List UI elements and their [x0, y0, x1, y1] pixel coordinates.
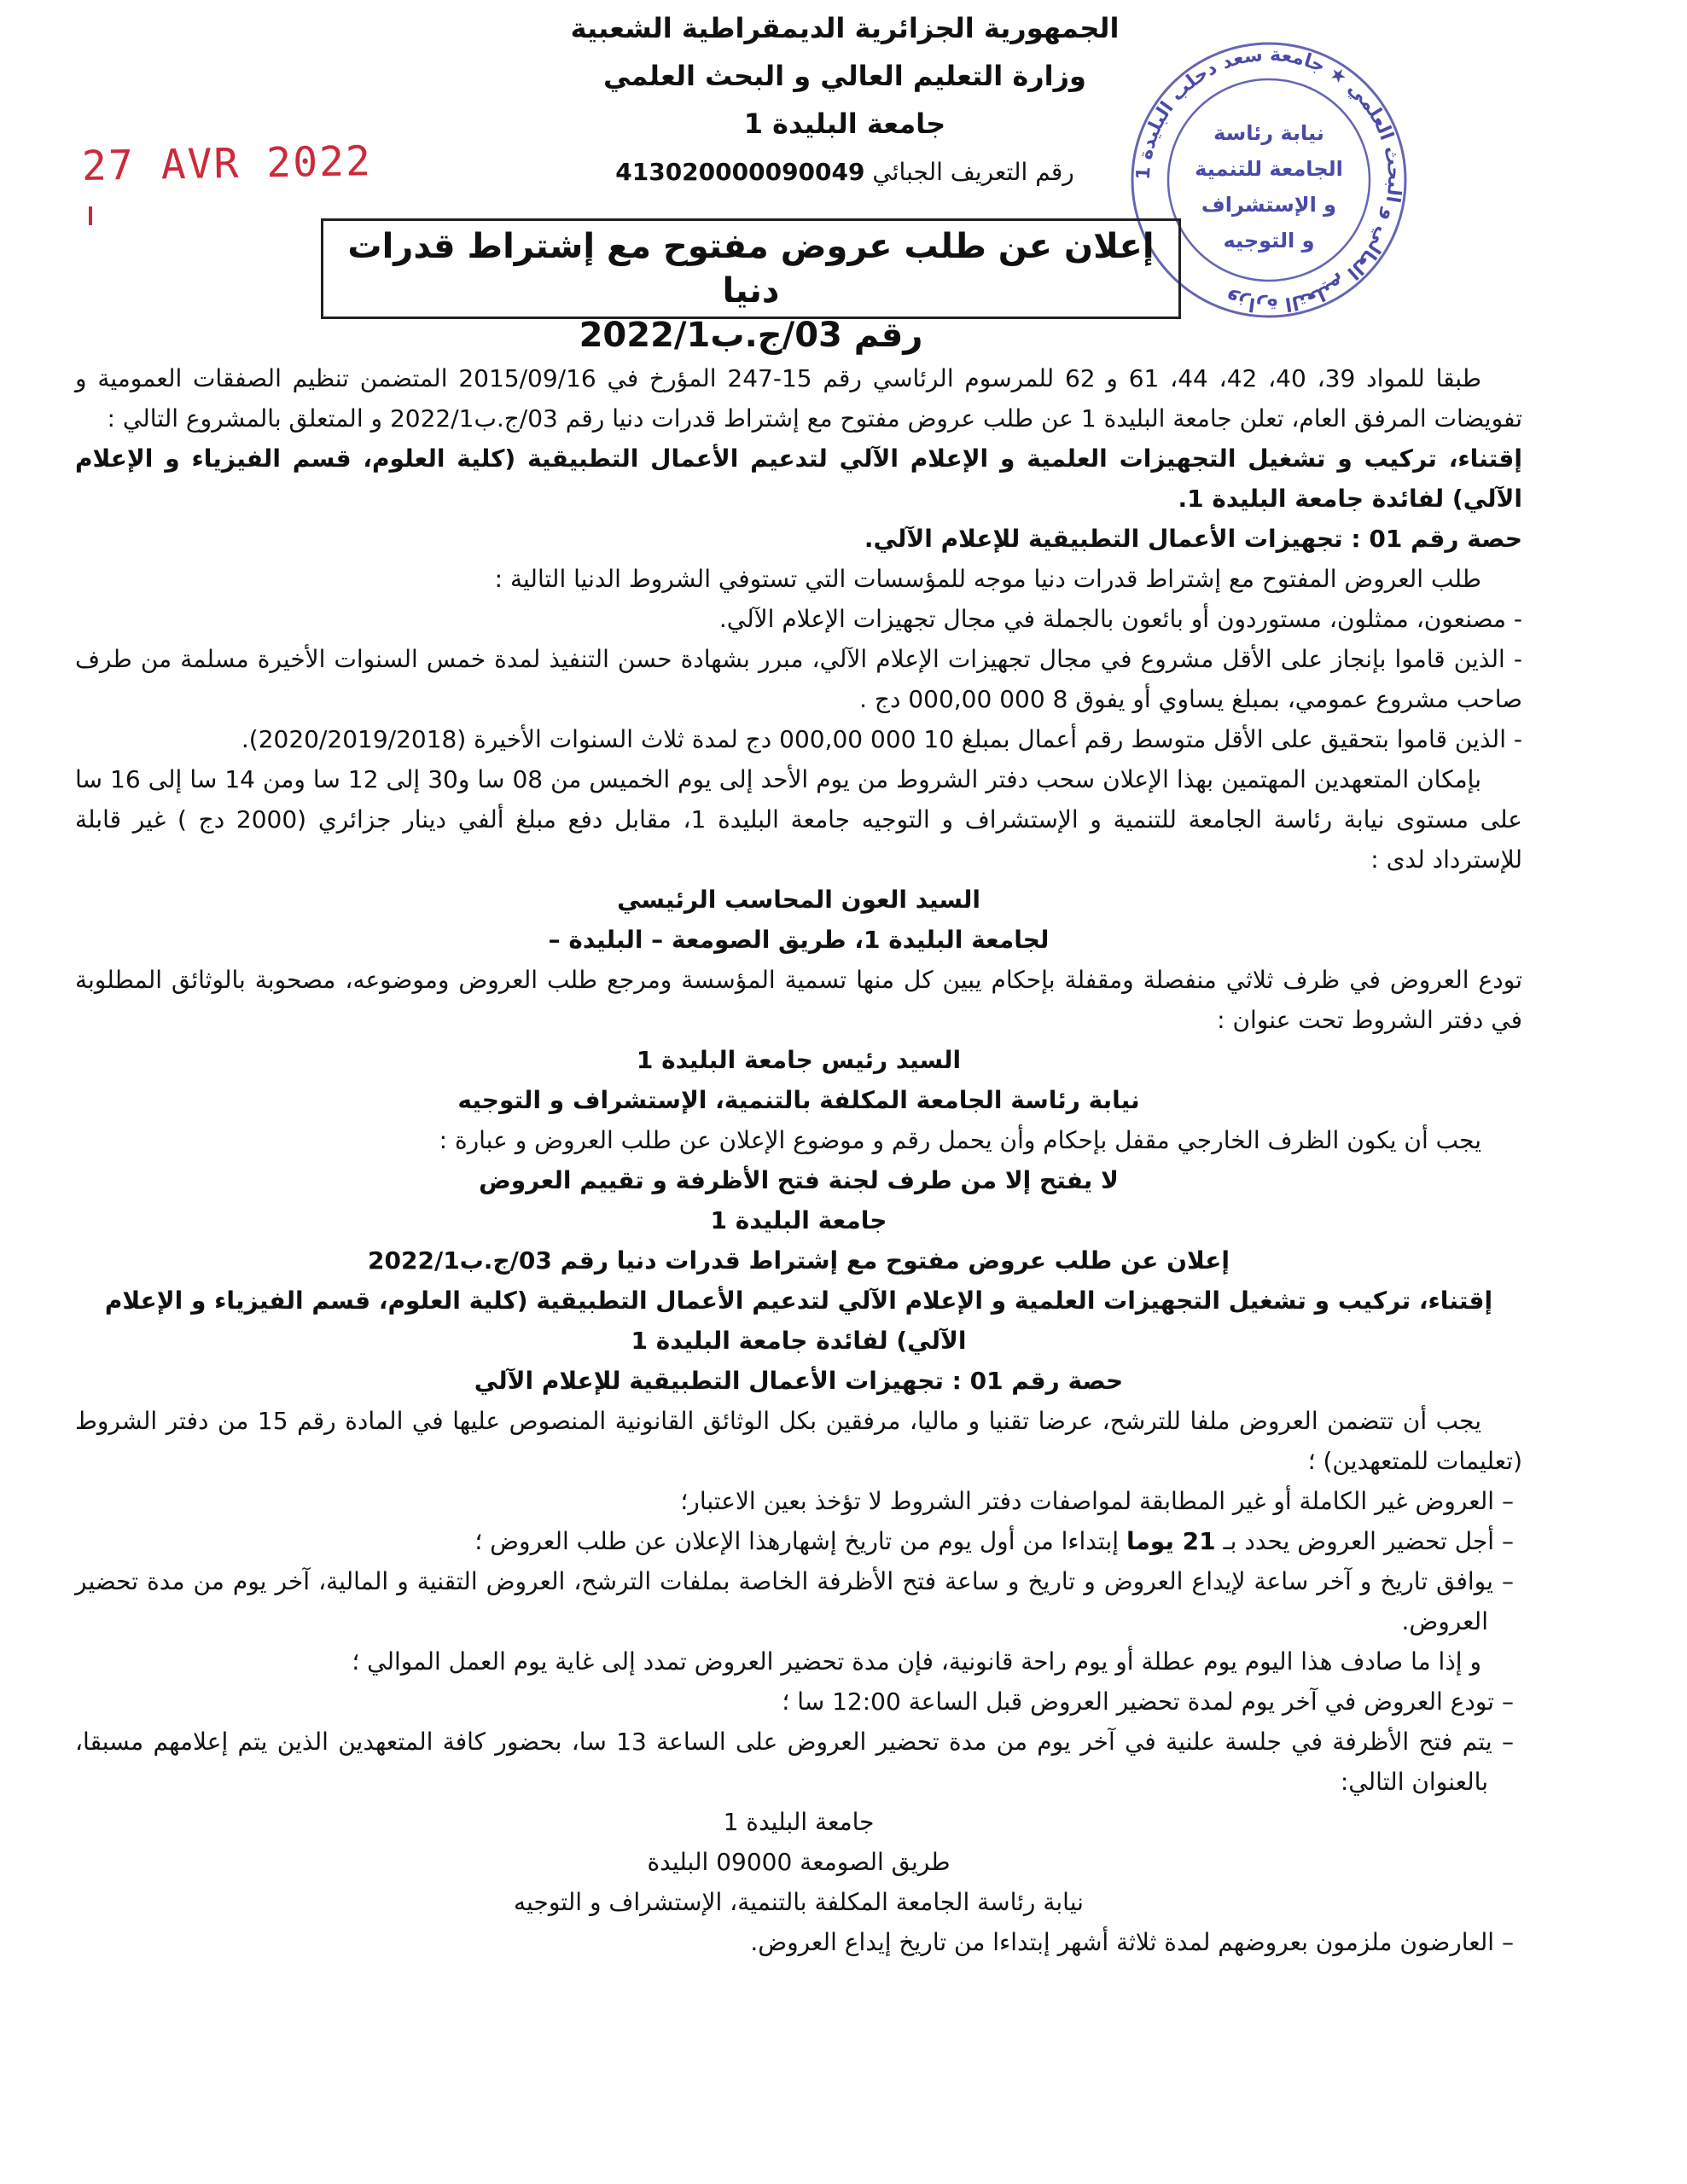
- lot-title: حصة رقم 01 : تجهيزات الأعمال التطبيقية للإعلام الآلي.: [864, 525, 1522, 553]
- envelope-line-4: إقتناء، تركيب و تشغيل التجهيزات العلمية و الإعلام الآلي لتدعيم الأعمال التطبيقية (كلية العلوم، قسم الفيزياء و الإعلام الآلي) لفائدة جامعة البليدة 1: [104, 1287, 1493, 1355]
- address-line-1: جامعة البليدة 1: [723, 1808, 875, 1836]
- condition-item: - الذين قاموا بإنجاز على الأقل مشروع في مجال تجهيزات الإعلام الآلي، مبرر بشهادة حسن التنفيذ لمدة خمس السنوات الأخيرة مسلمة من طرف صاحب مشروع عمومي، بمبلغ يساوي أو يفوق 8 000 000,00 دج .: [75, 645, 1522, 713]
- intro-paragraph: طبقا للمواد 39، 40، 42، 44، 61 و 62 للمرسوم الرئاسي رقم 15-247 المؤرخ في 2015/09/16 المتضمن تنظيم الصفقات العمومية و تفويضات المرفق العام، تعلن جامعة البليدة 1 عن طلب عروض مفتوح مع إشتراط قدرات دنيا رقم 03/ج.ب2022/1 و المتعلق بالمشروع التالي :: [75, 364, 1522, 433]
- announcement-body: [75, 358, 1522, 1962]
- conditions-intro: طلب العروض المفتوح مع إشتراط قدرات دنيا موجه للمؤسسات التي تستوفي الشروط الدنيا التالية :: [494, 565, 1481, 593]
- rule-2-end: إبتداءا من أول يوم من تاريخ إشهارهذا الإعلان عن طلب العروض ؛: [474, 1527, 1126, 1555]
- file-requirement-paragraph: يجب أن تتضمن العروض ملفا للترشح، عرضا تقنيا و ماليا، مرفقين بكل الوثائق القانونية المنصوص عليها في المادة رقم 15 من دفتر الشروط (تعليمات للمتعهدين) ؛: [75, 1407, 1522, 1475]
- address-line-3: نيابة رئاسة الجامعة المكلفة بالتنمية، الإستشراف و التوجيه: [514, 1888, 1084, 1916]
- announcement-number: رقم 03/ج.ب2022/1: [579, 316, 923, 355]
- tax-id-value: 413020000090049: [615, 158, 865, 186]
- project-title: إقتناء، تركيب و تشغيل التجهيزات العلمية و الإعلام الآلي لتدعيم الأعمال التطبيقية (كلية العلوم، قسم الفيزياء و الإعلام الآلي) لفائدة جامعة البليدة 1.: [75, 444, 1522, 513]
- condition-item: - الذين قاموا بتحقيق على الأقل متوسط رقم أعمال بمبلغ 10 000 000,00 دج لمدة ثلاث السنوات الأخيرة (2020/2019/2018).: [241, 725, 1522, 753]
- header-university: جامعة البليدة 1: [743, 107, 946, 140]
- condition-item: - مصنعون، ممثلون، مستوردون أو بائعون بالجملة في مجال تجهيزات الإعلام الآلي.: [718, 605, 1522, 633]
- seal-line-2: الجامعة للتنمية: [1195, 157, 1343, 181]
- preparation-days: 21 يوما: [1126, 1527, 1216, 1555]
- envelope-line-3: إعلان عن طلب عروض مفتوح مع إشتراط قدرات دنيا رقم 03/ج.ب2022/1: [368, 1246, 1230, 1275]
- addressee-line-2: نيابة رئاسة الجامعة المكلفة بالتنمية، الإستشراف و التوجيه: [457, 1086, 1140, 1114]
- date-stamp-mark: [89, 206, 92, 225]
- header-ministry: وزارة التعليم العالي و البحث العلمي: [603, 60, 1086, 92]
- seal-line-1: نيابة رئاسة: [1213, 121, 1324, 145]
- address-line-2: طريق الصومعة 09000 البليدة: [647, 1848, 951, 1876]
- seal-line-4: و التوجيه: [1223, 229, 1315, 253]
- envelope-line-1: لا يفتح إلا من طرف لجنة فتح الأظرفة و تقييم العروض: [479, 1166, 1119, 1194]
- envelope-line-5: حصة رقم 01 : تجهيزات الأعمال التطبيقية للإعلام الآلي: [474, 1367, 1124, 1395]
- rule-item: – تودع العروض في آخر يوم لمدة تحضير العروض قبل الساعة 12:00 سا ؛: [782, 1687, 1514, 1716]
- seal-outer-text: وزارة التعليم العالي و البحث العلمي ★ جامعة سعد دحلب البليدة 1: [1132, 44, 1405, 317]
- announcement-title: إعلان عن طلب عروض مفتوح مع إشتراط قدرات دنيا: [347, 227, 1155, 311]
- addressee-line-1: السيد رئيس جامعة البليدة 1: [636, 1046, 962, 1074]
- envelope-paragraph: يجب أن يكون الظرف الخارجي مقفل بإحكام وأن يحمل رقم و موضوع الإعلان عن طلب العروض و عبارة :: [439, 1126, 1481, 1154]
- rule-item: – يتم فتح الأظرفة في جلسة علنية في آخر يوم من مدة تحضير العروض على الساعة 13 سا، بحضور كافة المتعهدين الذين يتم إعلامهم مسبقا، بالعنوان التالي:: [75, 1728, 1514, 1796]
- announcement-title-box: [321, 218, 1181, 355]
- rule-item: [75, 1521, 1522, 1561]
- tax-id-label: رقم التعريف الجبائي: [872, 158, 1074, 186]
- accountant-line-2: لجامعة البليدة 1، طريق الصومعة – البليدة –: [548, 926, 1050, 954]
- rule-item: – العروض غير الكاملة أو غير المطابقة لمواصفات دفتر الشروط لا تؤخذ بعين الاعتبار؛: [680, 1487, 1514, 1515]
- rule-item: – العارضون ملزمون بعروضهم لمدة ثلاثة أشهر إبتداءا من تاريخ إيداع العروض.: [750, 1928, 1514, 1956]
- header-republic: الجمهورية الجزائرية الديمقراطية الشعبية: [570, 12, 1120, 44]
- seal-line-3: و الإستشراف: [1201, 193, 1337, 217]
- accountant-line-1: السيد العون المحاسب الرئيسي: [617, 886, 980, 914]
- date-stamp: 27 AVR 2022: [81, 137, 373, 190]
- rule-item: و إذا ما صادف هذا اليوم يوم عطلة أو يوم راحة قانونية، فإن مدة تحضير العروض تمدد إلى غاية يوم العمل الموالي ؛: [352, 1647, 1481, 1676]
- envelope-line-2: جامعة البليدة 1: [710, 1206, 887, 1234]
- rule-2-start: – أجل تحضير العروض يحدد بـ: [1215, 1527, 1514, 1555]
- deposit-paragraph: تودع العروض في ظرف ثلاثي منفصلة ومقفلة بإحكام يبين كل منها تسمية المؤسسة ومرجع طلب العروض وموضوعه، مصحوبة بالوثائق المطلوبة في دفتر الشروط تحت عنوان :: [75, 966, 1522, 1034]
- rule-item: – يوافق تاريخ و آخر ساعة لإيداع العروض و تاريخ و ساعة فتح الأظرفة الخاصة بملفات الترشح، العروض التقنية و المالية، آخر يوم من مدة تحضير العروض.: [75, 1567, 1514, 1635]
- tax-id-line: [478, 154, 1212, 191]
- withdrawal-paragraph: بإمكان المتعهدين المهتمين بهذا الإعلان سحب دفتر الشروط من يوم الأحد إلى يوم الخميس من 08 سا و30 إلى 12 سا ومن 14 سا إلى 16 سا على مستوى نيابة رئاسة الجامعة للتنمية و الإستشراف و التوجيه جامعة البليدة 1، مقابل دفع مبلغ ألفي دينار جزائري (2000 دج ) غير قابلة للإسترداد لدى :: [75, 765, 1522, 874]
